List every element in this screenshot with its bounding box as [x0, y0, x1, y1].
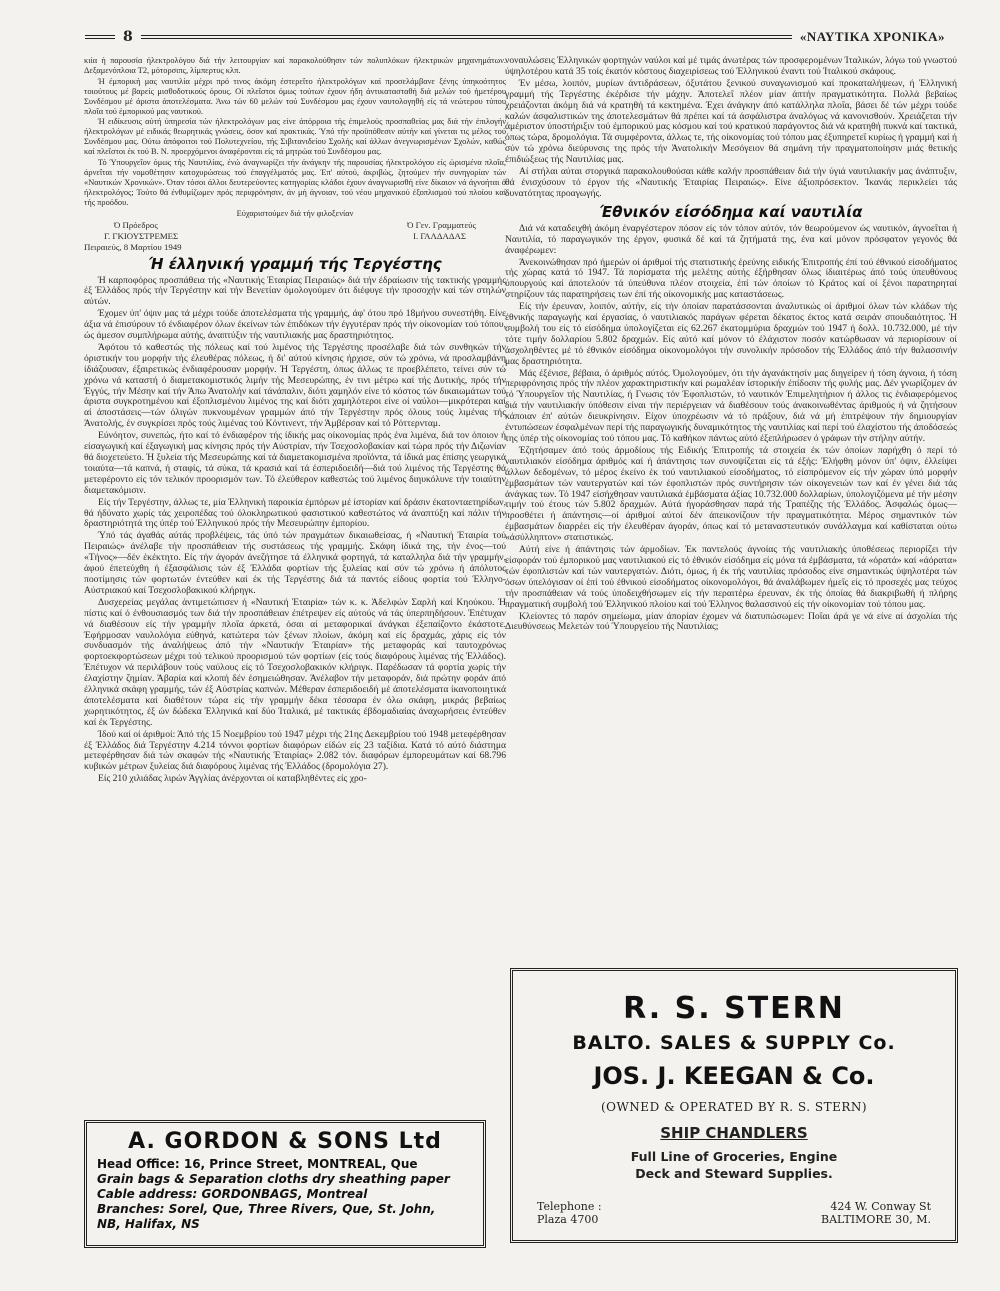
stern-telephone-label: Telephone :	[537, 1200, 602, 1213]
section-title-trieste: Ή έλληνική γραμμή τής Τεργέστης	[148, 254, 442, 273]
article-paragraph: Είς τήν Τεργέστην, άλλως τε, μία Έλληνική παροικία έμπόρων μέ ίστορίαν καί δράσιν έκατονταετηρίδων, θά ήδύνατο χωρίς τάς χειροπέδας τού όλοκληρωτικού φασιστικού καθεστώτος νά άναπτύξη καί πάλιν τήν δραστηριότητά της ύπέρ τού Έλληνικού πρός τήν Μεσευρώπην έμπορίου.	[84, 496, 507, 530]
stern-telephone: Plaza 4700	[537, 1213, 599, 1226]
letter-paragraph: κιία ή παρουσία ήλεκτρολόγου διά τήν λειτουργίαν καί παρακολούθησιν τών πολυπλόκων ήλεκτρικών μηχανημάτων. Δεξαμενόπλοια Τ2, μότορσιπς, λίμπερτυς κλπ.	[84, 56, 506, 75]
article-paragraph: Είς 210 χιλιάδας λιρών Άγγλίας άνέρχονται οί καταβληθέντες είς χρο-	[98, 773, 367, 785]
place-date: Πειραιεύς, 8 Μαρτίου 1949	[84, 241, 182, 252]
article-paragraph: Εύνόητον, συνεπώς, ήτο καί τό ένδιαφέρον τής ίδικής μας οίκονομίας πρός ένα λιμένα, διά τον όποιον ή είσαγωγική καί έξαγωγική μας κίνησις πρός τήν Αύστρίαν, τήν Τσεχοσλοβακίαν καί τώρα πρός τήν Διζωνίαν θά διοχετεύετο. Ή ξυλεία τής Μεσευρώπης καί τά διαμετακομισμένα προϊόντα, τά ίδικά μας έπίσης γεωργικά τοιαύτα—τά καπνά, ή σταφίς, τά σύκα, τά κρασιά καί τά έσπεριδοειδή—διά τού λιμένος τής Τεργέστης θά μετεφέροντο είς τόν τελικόν προορισμόν των. Τό έλεύθερον καθεστώς τού λιμένος διηυκόλυνε τήν τοιαύτην διαμετακόμισιν.	[84, 430, 506, 496]
secretary-name: Ι. ΓΑΛΔΑΔΑΣ	[413, 230, 466, 241]
gordon-company-name: A. GORDON & SONS Ltd	[128, 1129, 442, 1154]
article-paragraph: Ή καρποφόρος προσπάθεια τής «Ναυτικής Έταιρίας Πειραιώς» διά τήν έδραίωσιν τής τακτικής γραμμής έξ Έλλάδος πρός τήν Τεργέστην καί τήν Βενετίαν όμολογούμεν ότι διέφυγε τήν προσοχήν καί τών στηλών αύτών.	[84, 274, 506, 308]
stern-balto-sales: BALTO. SALES & SUPPLY Co.	[572, 1032, 896, 1054]
president-name: Γ. ΓΚΙΟΥΣΤΡΕΜΕΣ	[104, 230, 179, 241]
stern-supplies-line1: Full Line of Groceries, Engine	[630, 1149, 838, 1164]
signature-date	[84, 242, 506, 252]
header-rule-left	[85, 35, 115, 39]
signature-titles	[84, 220, 506, 230]
letter-block	[84, 56, 506, 219]
page-number: 8	[123, 29, 133, 45]
article-paragraph: Ίδού καί οί άριθμοί: Άπό τής 15 Νοεμβρίου τού 1947 μέχρι τής 21ης Δεκεμβρίου τού 1948 μετεφέρθησαν έξ Έλλάδος διά Τεργέστην 4.214 τόννοι φορτίων διαφόρων είδών είς 23 ταξίδια. Κατά τό αύτό διάστημα μετεφέρθησαν διά τών σκαφών τής «Ναυτικής Έταιρίας» 2.082 τόν. διαφόρων έμπορευμάτων καί 68.796 κυβικών μέτρων ξυλείας διά διαφόρους λιμένας τής Έλλάδος (δρομολόγια 27).	[84, 728, 506, 773]
article-paragraph: Άφότου τό καθεστώς τής πόλεως καί τού λιμένος τής Τεργέστης προσέλαβε διά τών συνθηκών τήν όριστικήν του μορφήν τής έλευθέρας πόλεως, ή δι' αύτού κίνησις ήρχισε, σύν τώ χρόνω, νά προσλαμβάνη ίδιάζουσαν, έξαιρετικώς ένδιαφέρουσαν μορφήν. Ή Τεργέστη, όπως άλλως τε προεβλέπετο, τείνει σύν τώ χρόνω νά καταστή ό διαμετακομιστικός λιμήν τής Μεσευρώπης, έν τινι μέτρω καί τής Δυτικής, πρός τήν Έγγύς, τήν Μέσην καί τήν Άπω Άνατολήν καί τάνάπαλιν, διότι χαμηλόν είνε τό κόστος τών δικαιωμάτων τού άριστα συγκροτημένου καί έξοπλισμένου λιμένος της καί διότι χαμηλότεροι είνε οί ναύλοι—μικρότεραι καί αί άποστάσεις—τών όλιγών πυκνουμένων γραμμών άπό τήν Τεργέστην πρός όλους τούς λιμένας τής Άνατολής, έν συγκρίσει πρός τούς λιμένας τού Κόντινεντ, τήν Άμβέρσαν καί τό Ρόττερνταμ.	[84, 341, 506, 430]
gordon-cable: Cable address: GORDONBAGS, Montreal	[97, 1187, 368, 1201]
secretary-title: Ό Γεν. Γραμματεύς	[407, 219, 476, 230]
letter-paragraph: Ή ειδίκευσις αύτή ύπηρεσία τών ήλεκτρολόγων μας είνε άπόρροια τής έπιμελούς προσπαθείας μας διά τήν έπιλογήν ήλεκτρολόγων μέ ειδικάς θεωρητικάς γνώσεις, όσον καί πρακτικάς. Ύπό τήν προϋπόθεσιν αύτήν καί γίνεται τις μέλος τού Συνδέσμου μας. Ούτω άπόφοιτοι τού Πολυτεχνείου, τής Σιβιτανιδείου Σχολής καί άλλων άνεγνωρισμένων Σχολών, καθώς καί πλεΐστοι έκ τού Β. Ν. προερχόμενοι άναφέρονται είς τά μητρώα τού Συνδέσμου μας.	[84, 117, 506, 157]
article-paragraph: Είς τήν έρευναν, λοιπόν, αύτήν, είς τήν όποίαν παρατάσσονται άναλυτικώς οί άριθμοί όλων τών κλάδων τής έθνικής παραγωγής καί έργασίας, ό ναυτιλιακός παράγων φέρεται δέκατος έκτος κατά σειράν σπουδαιότητος. Ή συμβολή του είς τό είσόδημα ύπολογίζεται είς 62.267 έκατομμύρια δραχμών τού 1947 ή δολλ. 10.732.000, μέ τήν τότε τιμήν δολλαρίου 5.802 δραχμών. Είς αύτό καί μόνον τό έλάχιστον ποσόν κατώρθωσαν νά περιορίσουν οί άσχοληθέντες μέ τό έθνικόν είσόδημα οίκονομολόγοι τήν συνολικήν πρόσοδον τής Έλλάδος άπό τήν θαλασσινήν μας δραστηριότητα.	[505, 301, 957, 367]
gordon-advertisement	[84, 1120, 486, 1248]
stern-address-block	[821, 1200, 931, 1226]
section-title-national-income: Έθνικόν είσόδημα καί ναυτιλία	[599, 202, 863, 221]
article-paragraph: Έζητήσαμεν άπό τούς άρμοδίους τής Ειδικής Έπιτροπής τά στοιχεία έκ τών όποίων παρήχθη ό περί τό ναυτιλιακόν είσόδημα άριθμός καί ή άπάντησις των συνοψίζεται είς τά έξής: Έλήφθη μόνον ύπ' όψιν, έλλείψει άλλων δεδομένων, τό μέρος έκείνο έκ τού ναυτιλιακού είσοδήματος, τό είσπρόμενον είς τήν χώραν ύπό μορφήν έμβασμάτων τών ναυτεργατών καί τών έφοπλιστών πρός συντήρησιν τών οίκογενειών των καί έν γένει διά τάς άνάγκας των. Τό 1947 είσήχθησαν ναυτιλιακά έμβάσματα άξίας 10.732.000 δολλαρίων, ύπολογιζόμενα μέ τήν μέσην τιμήν τού έτους τών 5.802 δραχμών. Αύτά ήγοράσθησαν παρά τής Τραπέζης τής Έλλάδος. Άσφαλώς όμως—προσθέτει ή άπάντησις—οί άριθμοί αύτοί δέν άπεικονίζουν τήν πραγματικότητα. Μέρος σημαντικόν τών έμβασμάτων διαρρέει είς τήν έλευθέραν άγοράν, όπως καί τό μεταναστευτικόν συνάλλαγμα καί καθίσταται ούτω «άσύλληπτον» στατιστικώς.	[505, 444, 957, 544]
article-paragraph: Έν μέσω, λοιπόν, μυρίων άντιδράσεων, όξυτάτου ξενικού συναγωνισμού καί προκαταλήψεων, ή Έλληνική γραμμή τής Τεργέστης έκέρδισε τήν μάχην. Άποτελεΐ πλέον μίαν άπτήν πραγματικότητα. Πολλά βεβαίως χρειάζονται άκόμη διά νά κρατηθή τά κεκτημένα. Έχει άνάγκην άπό κατάλληλα πλοΐα, βάσει δέ τών μέχρι τούδε καλών άσφαλιστικών της άποτελεσμάτων θά πρέπει καί τά άσφάλιστρα άναλόγως νά κανονισθούν. Χρειάζεται τήν άμέριστον ύποστήριξιν τού έμπορικού μας κόσμου καί τού κρατικού παράγοντος διά νά κρατηθή πυκνά καί τακτικά, όπως τώρα, δρομολόγια. Τά συμφέροντα, άλλως τε, τής οίκονομίας τού τόπου μας έξυπηρετεΐ κυρίως ή γραμμή καί ή σύν τώ χρόνω διεύρυνσις της πρός τήν Άνατολικήν Μεσόγειον θά σημάνη τήν πραγματοποίησιν μιάς θετικής έπιδιώξεως τής Ναυτιλίας μας.	[505, 77, 957, 166]
article-paragraph: Έχομεν ύπ' όψιν μας τά μέχρι τούδε άποτελέσματα τής γραμμής, άφ' ότου πρό 18μήνου συνεστήθη. Είνε άξια νά έπισύρουν τό ένδιαφέρον όλων έκείνων τών έπιδόκων τήν έγγυτέραν πρός τήν οίκονομίαν τού τόπου, ώς άμεσον συμπλήρωμα αύτής, άναπτύξιν τής ναυτιλιακής μας δραστηριότητος.	[84, 308, 506, 342]
stern-supplies-line2: Deck and Steward Supplies.	[635, 1166, 833, 1181]
letter-paragraph: Ή έμπορική μας ναυτιλία μέχρι πρό τινος άκόμη έστερεΐτο ήλεκτρολόγων καί προσελάμβανε ξένης ύπηκοότητος τοιούτους μέ βαρείς μισθοδοτικούς όρους. Οί πλεΐστοι όμως τούτων έχουν ήδη άντικατασταθή διά μελών τού ήμετέρου Συνδέσμου μέ άριστα άποτελέσματα. Άνω τών 60 μελών τού Συνδέσμου μας έχουν ναυτολογηθή είς τά νεώτερου τύπου πλοΐα τού έμπορικού μας ναυτικού.	[84, 76, 506, 116]
newspaper-name: «ΝΑΥΤΙΚΑ ΧΡΟΝΙΚΑ»	[799, 29, 945, 44]
right-column	[505, 56, 957, 634]
article-paragraph: Αί στήλαι αύται στοργικά παρακολουθούσαι κάθε καλήν προσπάθειαν διά τήν ύγιά ναυτιλιακήν μας άνάπτυξιν, θά ένισχύσουν τό έργον τής «Ναυτικής Έταιρίας Πειραιώς». Είνε άξιοπρόσεκτον. Ίκανάς περικλείει τάς δυνατότητας προαγωγής.	[505, 166, 957, 199]
stern-footer	[537, 1200, 931, 1226]
article-paragraph: Κλείοντες τό παρόν σημείωμα, μίαν άπορίαν έχομεν νά διατυπώσωμεν: Ποΐαι άρά γε νά είνε αί άσχολίαι τής Διευθύνσεως Μελετών τού Ύπουργείου τής Ναυτιλίας;	[505, 610, 957, 633]
article-paragraph: Ύπό τάς άγαθάς αύτάς προβλέψεις, τάς ύπό τών πραγμάτων δικαιωθείσας, ή «Ναυτική Έταιρία τού Πειραιώς» άνέλαβε τήν προσπάθειαν τής συστάσεως τής γραμμής. Σκάφη ίδικά της, τήν ένος—τού «Τήνος»—δέν έκέκτητο. Είς τήν άγοράν άνεζήτησε τά έλληνικά φορτηγά, τά καταλληλα διά τήν γραμμήν, άφού έπετεύχθη ή έξασφάλισις τών έξ Έλλάδα φορτίων τής ξυλείας καί σύν τώ χρόνω ή άπόλυτος ποοτίμησις τών φορτωτών έντεύθεν καί έκ τής Τεργέστης διά τά παντός είδους φορτία τού Έλληνο-Αύστριακού καί Τσεχοσλοβακικού κλήρηγκ.	[84, 530, 506, 596]
stern-address-city: BALTIMORE 30, M.	[821, 1213, 931, 1226]
article-paragraph: Μάς έξένισε, βέβαια, ό άριθμός αύτός. Όμολογούμεν, ότι τήν άγανάκτησίν μας διηγείρεν ή τόση άγνοια, ή τόση περιφρόνησις πρός τήν πλέον χαρακτηριστικήν καί ρωμαλέαν ίστορικήν έπίδοσιν τής φυλής μας. Δέν γνωρίζομεν άν τό Ύπουργεΐον τής Ναυτιλίας, ή Γνωσις τόν Έφοπλιστών, τό ναυτικόν Έπιμελητήριον ή άλλος τις ένδιαφερόμενος διά τήν ναυτιλιακήν ύπόθεσιν είναι τήν περιέργειαν νά διαθέσουν τούς άνακοινωθέντας άριθμούς ή νά ζητήσουν κάποιαν έπ' αύτών διευκρίνησιν. Είχον ύποχρέωσιν νά τό πράξουν, διά νά μή έπιτρέψουν τήν δημιουργίαν έντυπώσεων έσφαλμένων περί τής παραγωγικής δυναμικότητος τής ναυτιλίας καί περί τού έλαχίστου τής άποδόσεώς της ύπέρ τής οίκονομίας τού τόπου μας. Τό καθήκον πάντως αύτό έξεπλήρωσεν ό γράφων τήν στήλην αύτήν.	[505, 367, 957, 444]
article-paragraph: Αύτή είνε ή άπάντησις τών άρμοδίων. Έκ παντελούς άγνοίας τής ναυτιλιακής ύποθέσεως περιορίζει τήν είσφοράν τού έμπορικού μας ναυτιλιακού είς τό έθνικόν είσόδημα είς μόνα τά έμβάσματα, τά «όρατά» καί «άόρατα» τών έφοπλιστών καί τών ναυτεργατών. Διότι, όμως, ή έκ τής ναυτιλίας πρόσοδος είνε σημαντικώς ύψηλοτέρα τών όσων ύπελόγισαν οί έπί τού έθνικού είσοδήματος οίκονομολόγοι, θά άναλάβωμεν ήμεΐς είς τό προσεχές μας τεύχος τήν προσπάθειαν νά τούς ύποδειχθήσωμεν είς τήν περαιτέρω έρευναν, έκ τής όποίας θά διακριβωθή ή πλήρης πραγματική συμβολή τού Έλληνικού πλοίου καί τού Έλληνος θαλασσινού είς τήν οίκονομίαν τού τόπου μας.	[505, 544, 957, 610]
stern-name: R. S. STERN	[623, 991, 845, 1026]
article-paragraph: Άνεκοινώθησαν πρό ήμερών οί άριθμοί τής στατιστικής έρεύνης ειδικής Έπιτροπής έπί τού έθνικού είσοδήματος τής χώρας κατά τό 1947. Τά πορίσματα τής μελέτης αύτής έξήρθησαν όλως ίδιαιτέρως άπό τούς ύπευθύνους ύπουργούς καί άποτελούν τά ύπεύθυνα πλέον στοιχεία, έπί τών όποίων τό Κράτος καί οί ξένοι παρατηρηταί στηρίζουν τάς παρατηρήσεις των έπί τής οίκονομικής μας καταστάσεως.	[505, 256, 957, 301]
letter-closing: Εύχαριστούμεν διά τήν φιλοξενίαν	[236, 208, 354, 218]
gordon-products: Grain bags & Separation cloths dry sheathing paper	[97, 1172, 450, 1186]
stern-advertisement	[510, 968, 958, 1243]
letter-paragraph: Τό Ύπουργεΐον όμως τής Ναυτιλίας, ένώ άναγνωρίζει τήν άνάγκην τής παρουσίας ήλεκτρολόγου είς ώρισμένα πλοΐα, άρνεΐται τήν νομοθέτησιν κατοχυρώσεως τού έπαγγέλματός μας. Έπ' αύτού, άκριβώς, ζητούμεν τήν συνηγορίαν τών «Ναυτικών Χρονικών». Όταν τόσοι άλλοι δευτερεύοντες κατηγορίας κλάδοι έχουν άναγνωρισθή είνε δίκαιον νά άγνοήται ό ήλεκτρολόγος; Τούτο θά ένθυμίζωμεν πρός περιφρόνησιν, άν μή άγνοιαν, τού νέου μηχανικού έξοπλισμού τού πλοίου καί τής προόδου.	[84, 158, 506, 207]
article-paragraph: Διά νά καταδειχθή άκόμη έναργέστερον πόσον είς τόν τόπον αύτόν, τόν θεωρούμενον ώς ναυτικόν, άγνοεΐται ή Ναυτιλία, τό παραγωγικόν της έργον, φυσικά δέ καί τά ζητήματά της, ένα καί μόνον πρόσφατον γεγονός θά άναφέρωμεν:	[505, 222, 957, 256]
article-paragraph: Δυσχερείας μεγάλας άντιμετώπισεν ή «Ναυτική Έταιρία» τών κ. κ. Άδελφών Σαρλή καί Κηούκου. Ή πίστις καί ό ένθουσιασμός των διά τήν προσπάθειαν έπέτρεψεν είς αύτούς νά τάς ύπερπηδήσουν. Έπέτυχαν νά διαθέσουν είς τήν γραμμήν πλοΐα άρκετά, όσαι αί μεταφορικαί άνάγκαι έξεπαίζοντο έκάστοτε. Έφήρμοσαν ναυλολόγια εύθηνά, κατώτερα τών ξένων πλοίων, άκόμη καί είς δραχμάς, χάρις είς τόν συνδυασμόν τής άναλήψεως άπό τήν «Ναυτικήν Έταιρίαν» τής μεταφοράς καί ταυτοχρόνως φορτοεκφορτώσεων μέχρι τού τελικού προορισμού τών φορτίων (είς τούς διαφόρους λιμένας τής Έλλάδος). Έπέτυχον νά περιλάβουν τούς ναύλους είς τό Τσεχοσλοβακικόν κλήριγκ. Παρέδωσαν τά φορτία χωρίς τήν έλαχίστην ζημίαν. Άβαρία καί κλοπή δέν έσημειώθησαν. Άνέλαβον τήν μεταφοράν, διά πρώτην φοράν άπό έλληνικά σκάφη γραμμής, τών έξ Αύστρίας καπνών. Μέθεραν έσπεριδοειδή μέ άποτελέσματα ίκανοποιητικά άποτελέσματα καί διαθέτουν τώρα είς τήν γραμμήν δέκα τέσσαρα έν όλω σκάφη, μικράς βεβαίως χωρητικότητος, έξ ών δώδεκα Έλληνικά καί δύο Ίταλικά, μέ τακτικάς έβδομαδιαίας άναχωρήσεις έντεύθεν καί έκ Τεργέστης.	[84, 596, 506, 728]
gordon-head-office: Head Office: 16, Prince Street, MONTREAL, Que	[97, 1157, 418, 1171]
gordon-branches-cont: NB, Halifax, NS	[97, 1217, 200, 1231]
header-rule	[141, 35, 792, 39]
president-title: Ό Πρόεδρος	[114, 219, 158, 230]
article-paragraph: νοναυλώσεις Έλληνικών φορτηγών ναύλοι καί μέ τιμάς άνωτέρας τών προσφερομένων Ίταλικών, λόγω τού γνωστού ύψηλοτέρου κατά 35 τοίς έκατόν κόστους διαχειρίσεως τού Έλληνικού έναντι τού Ίταλικού σκάφους.	[505, 55, 957, 77]
gordon-branches: Branches: Sorel, Que, Three Rivers, Que, St. John,	[97, 1202, 436, 1216]
stern-keegan: JOS. J. KEEGAN & Co.	[593, 1062, 875, 1090]
stern-owned-by: (OWNED & OPERATED BY R. S. STERN)	[600, 1100, 868, 1114]
stern-address-street: 424 W. Conway St	[830, 1200, 931, 1213]
left-column	[84, 56, 506, 786]
page-header	[85, 26, 945, 48]
signature-names	[84, 231, 506, 241]
stern-telephone-block	[537, 1200, 602, 1226]
stern-ship-chandlers: SHIP CHANDLERS	[660, 1124, 808, 1142]
